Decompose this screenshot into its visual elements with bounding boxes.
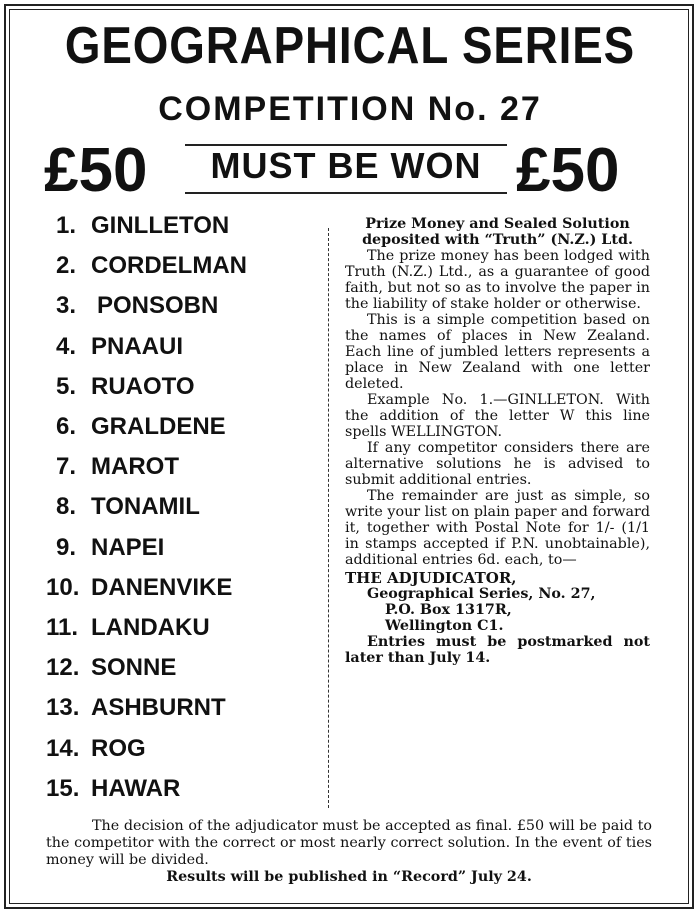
- rules-paragraph-entry: The remainder are just as simple, so write your list on plain paper and forward it, together with Postal Note for 1/- (1/1 in stamps accepted if P.N. unobtainable), additional entries 6d. each, to—: [345, 488, 650, 568]
- word-number: 14.: [46, 734, 80, 762]
- jumbled-word: LANDAKU: [91, 614, 210, 641]
- word-number: 4.: [56, 332, 77, 360]
- jumbled-word: DANENVIKE: [91, 573, 233, 601]
- tagline: MUST BE WON: [210, 145, 482, 186]
- word-number: 10.: [46, 573, 80, 601]
- word-number: 12.: [46, 654, 80, 682]
- jumbled-word: GRALDENE: [91, 413, 226, 440]
- jumbled-word: HAWAR: [91, 774, 181, 802]
- adjudicator-heading: THE ADJUDICATOR,: [345, 569, 517, 587]
- address-line-city: Wellington C1.: [385, 618, 504, 634]
- prize-amount-right: £50: [516, 136, 620, 205]
- word-number: 15.: [46, 774, 80, 802]
- rules-paragraph-example: Example No. 1.—GINLLETON. With the addition of the letter W this line spells WELLINGTON.: [345, 392, 650, 440]
- word-number: 8.: [56, 493, 77, 521]
- word-number: 13.: [46, 694, 80, 722]
- word-number: 6.: [56, 413, 77, 440]
- word-number: 1.: [56, 212, 77, 239]
- page-title: GEOGRAPHICAL SERIES: [64, 17, 636, 75]
- prize-amount-left: £50: [44, 136, 148, 205]
- word-number: 5.: [56, 372, 77, 400]
- address-line-series: Geographical Series, No. 27,: [367, 586, 596, 602]
- jumbled-word: SONNE: [91, 654, 177, 682]
- rules-paragraph-alternatives: If any competitor considers there are alternative solutions he is advised to submit additional entries.: [345, 440, 650, 488]
- word-number: 11.: [46, 614, 79, 641]
- word-number: 7.: [56, 453, 77, 481]
- jumbled-word: GINLLETON: [91, 212, 230, 239]
- rules-paragraph-guarantee: The prize money has been lodged with Truth (N.Z.) Ltd., as a guarantee of good faith, but not so as to involve the paper in the liability of stake holder or otherwise.: [345, 248, 650, 312]
- jumbled-word: PONSOBN: [97, 292, 219, 320]
- address-line-pobox: P.O. Box 1317R,: [385, 602, 512, 618]
- word-number: 3.: [56, 292, 77, 320]
- results-notice: Results will be published in “Record” July 24.: [166, 869, 532, 885]
- rules-column: [345, 216, 650, 666]
- footer-terms: [46, 818, 652, 886]
- jumbled-word: NAPEI: [91, 533, 165, 561]
- jumbled-word: PNAAUI: [91, 332, 184, 360]
- rules-paragraph-description: This is a simple competition based on the names of places in New Zealand. Each line of jumbled letters represents a place in New Zealand with one letter deleted.: [345, 312, 650, 392]
- postmark-deadline: Entries must be postmarked not later than July 14.: [345, 634, 650, 666]
- word-number: 2.: [56, 252, 77, 280]
- jumbled-word: TONAMIL: [91, 493, 200, 521]
- jumbled-word: RUAOTO: [91, 372, 195, 400]
- word-number: 9.: [56, 533, 77, 561]
- jumbled-word: ASHBURNT: [91, 694, 226, 722]
- jumbled-word: ROG: [91, 734, 146, 762]
- jumbled-word: MAROT: [91, 453, 179, 481]
- tagline-rule-bottom: [185, 192, 507, 194]
- jumbled-word: CORDELMAN: [91, 252, 247, 280]
- decision-text: The decision of the adjudicator must be accepted as final. £50 will be paid to the competitor with the correct or most nearly correct solution. In the event of ties money will be divided.: [46, 818, 652, 868]
- column-divider: [328, 228, 329, 808]
- prize-deposit-heading: Prize Money and Sealed Solution deposited with “Truth” (N.Z.) Ltd.: [362, 216, 633, 248]
- competition-number: COMPETITION No. 27: [158, 90, 542, 128]
